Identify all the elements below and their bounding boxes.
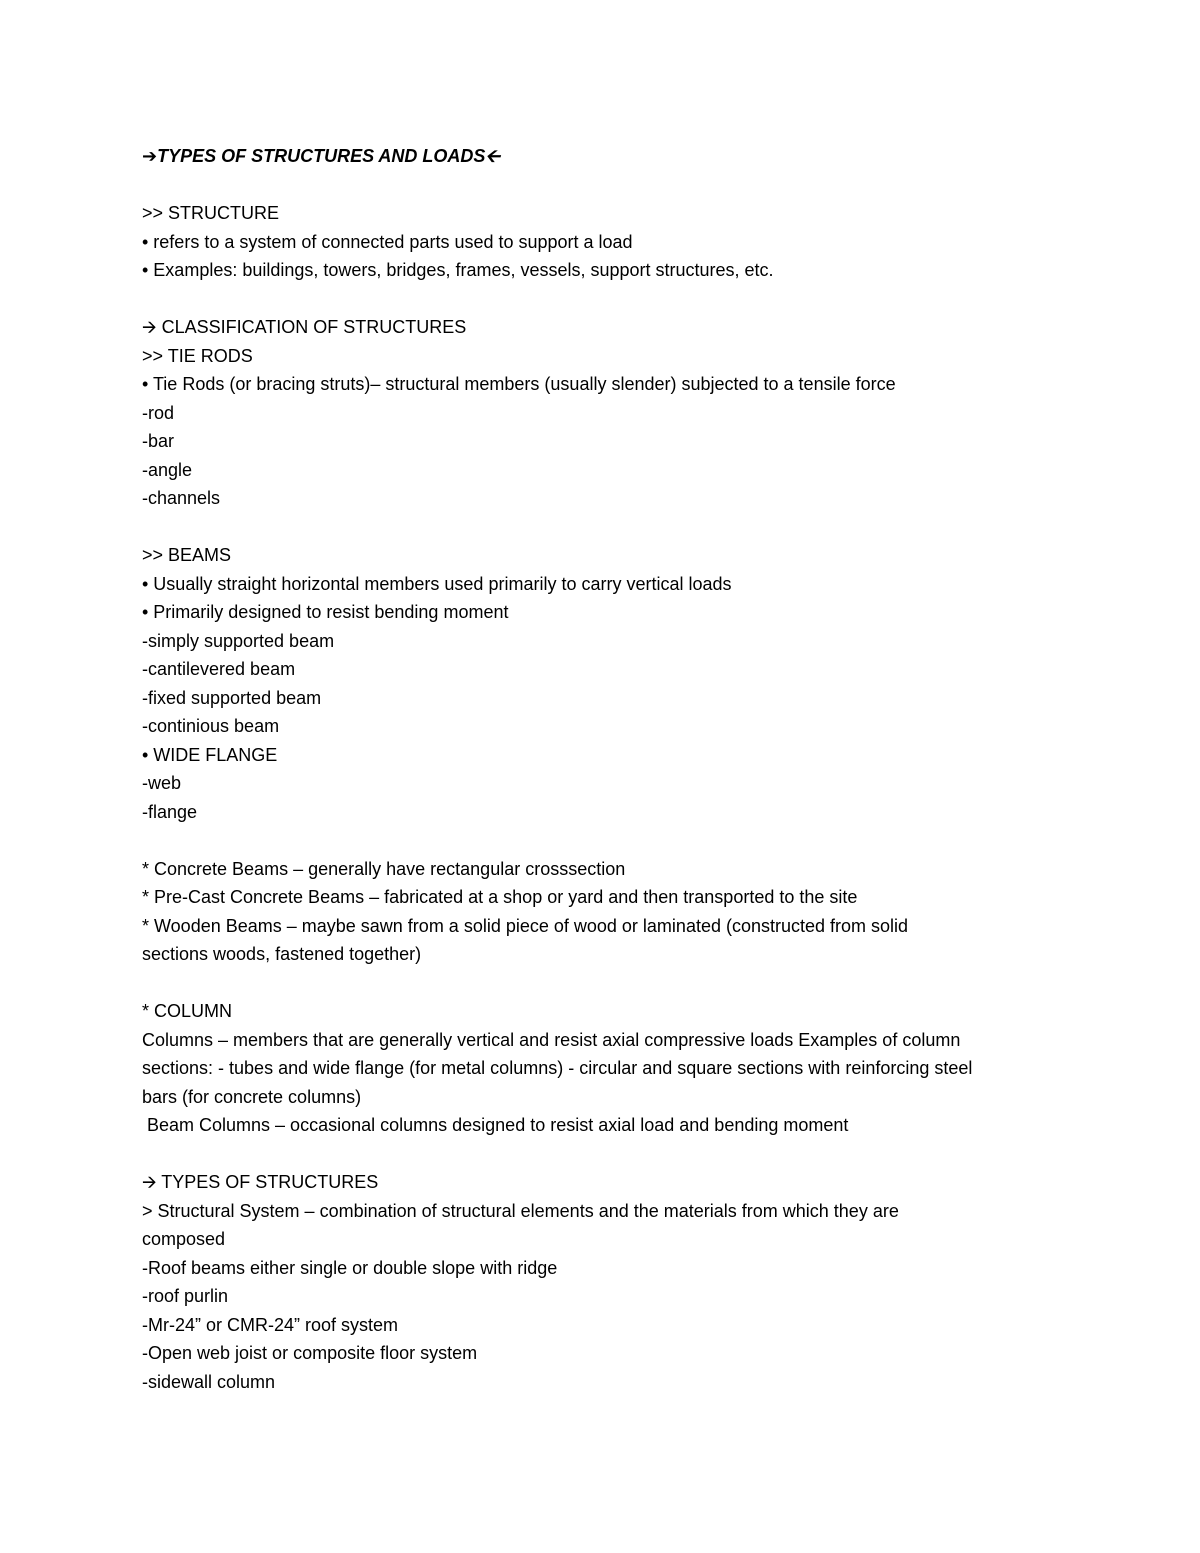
document-body <box>142 142 1062 1396</box>
beams-item: -fixed supported beam <box>142 687 322 708</box>
structure-heading: >> STRUCTURE <box>142 203 280 223</box>
types-text: -roof purlin <box>142 1286 229 1306</box>
spacer <box>142 969 1062 998</box>
beams-bullet: • Usually straight horizontal members used primarily to carry vertical loads <box>142 573 732 594</box>
classification-heading: 🡪 CLASSIFICATION OF STRUCTURES <box>142 317 467 337</box>
column-text: Beam Columns – occasional columns designed to resist axial load and bending moment <box>142 1115 849 1135</box>
spacer <box>142 285 1062 314</box>
tie-rods-item: -rod <box>142 402 175 423</box>
spacer <box>142 171 1062 200</box>
tie-rods-item: -channels <box>142 488 221 508</box>
column-heading: * COLUMN <box>142 1001 233 1021</box>
tie-rods-item: -bar <box>142 431 175 451</box>
column-text: Columns – members that are generally vertical and resist axial compressive loads Examples of column <box>142 1029 961 1050</box>
spacer <box>142 1140 1062 1169</box>
tie-rods-item: -angle <box>142 459 193 480</box>
types-text: > Structural System – combination of structural elements and the materials from which they are <box>142 1200 899 1221</box>
beams-heading: >> BEAMS <box>142 545 232 565</box>
spacer <box>142 826 1062 855</box>
spacer <box>142 513 1062 542</box>
wide-flange-bullet: • WIDE FLANGE <box>142 744 278 765</box>
wide-flange-item: -flange <box>142 801 198 822</box>
types-heading: 🡪 TYPES OF STRUCTURES <box>142 1172 379 1192</box>
beams-item: -simply supported beam <box>142 630 335 651</box>
column-text: sections: - tubes and wide flange (for metal columns) - circular and square sections with reinforcing steel <box>142 1058 973 1078</box>
beam-note: * Concrete Beams – generally have rectangular crosssection <box>142 858 626 879</box>
wide-flange-item: -web <box>142 773 182 793</box>
types-text: -Mr-24” or CMR-24” roof system <box>142 1314 399 1335</box>
structure-bullet: • refers to a system of connected parts used to support a load <box>142 231 633 252</box>
types-text: composed <box>142 1229 226 1249</box>
tie-rods-heading: >> TIE RODS <box>142 345 253 366</box>
beam-note: * Wooden Beams – maybe sawn from a solid piece of wood or laminated (constructed from solid <box>142 915 909 936</box>
tie-rods-bullet: • Tie Rods (or bracing struts)– structural members (usually slender) subjected to a tensile force <box>142 374 896 394</box>
beam-note: * Pre-Cast Concrete Beams – fabricated at a shop or yard and then transported to the site <box>142 887 858 907</box>
beams-bullet: • Primarily designed to resist bending moment <box>142 602 509 622</box>
column-text: bars (for concrete columns) <box>142 1086 362 1107</box>
beams-item: -continious beam <box>142 716 280 736</box>
document-title: ➔TYPES OF STRUCTURES AND LOADS🡨 <box>142 146 501 166</box>
types-text: -sidewall column <box>142 1371 276 1392</box>
types-text: -Roof beams either single or double slope with ridge <box>142 1257 558 1278</box>
beam-note: sections woods, fastened together) <box>142 944 422 964</box>
types-text: -Open web joist or composite floor system <box>142 1343 478 1363</box>
beams-item: -cantilevered beam <box>142 659 296 679</box>
structure-bullet: • Examples: buildings, towers, bridges, frames, vessels, support structures, etc. <box>142 260 774 280</box>
